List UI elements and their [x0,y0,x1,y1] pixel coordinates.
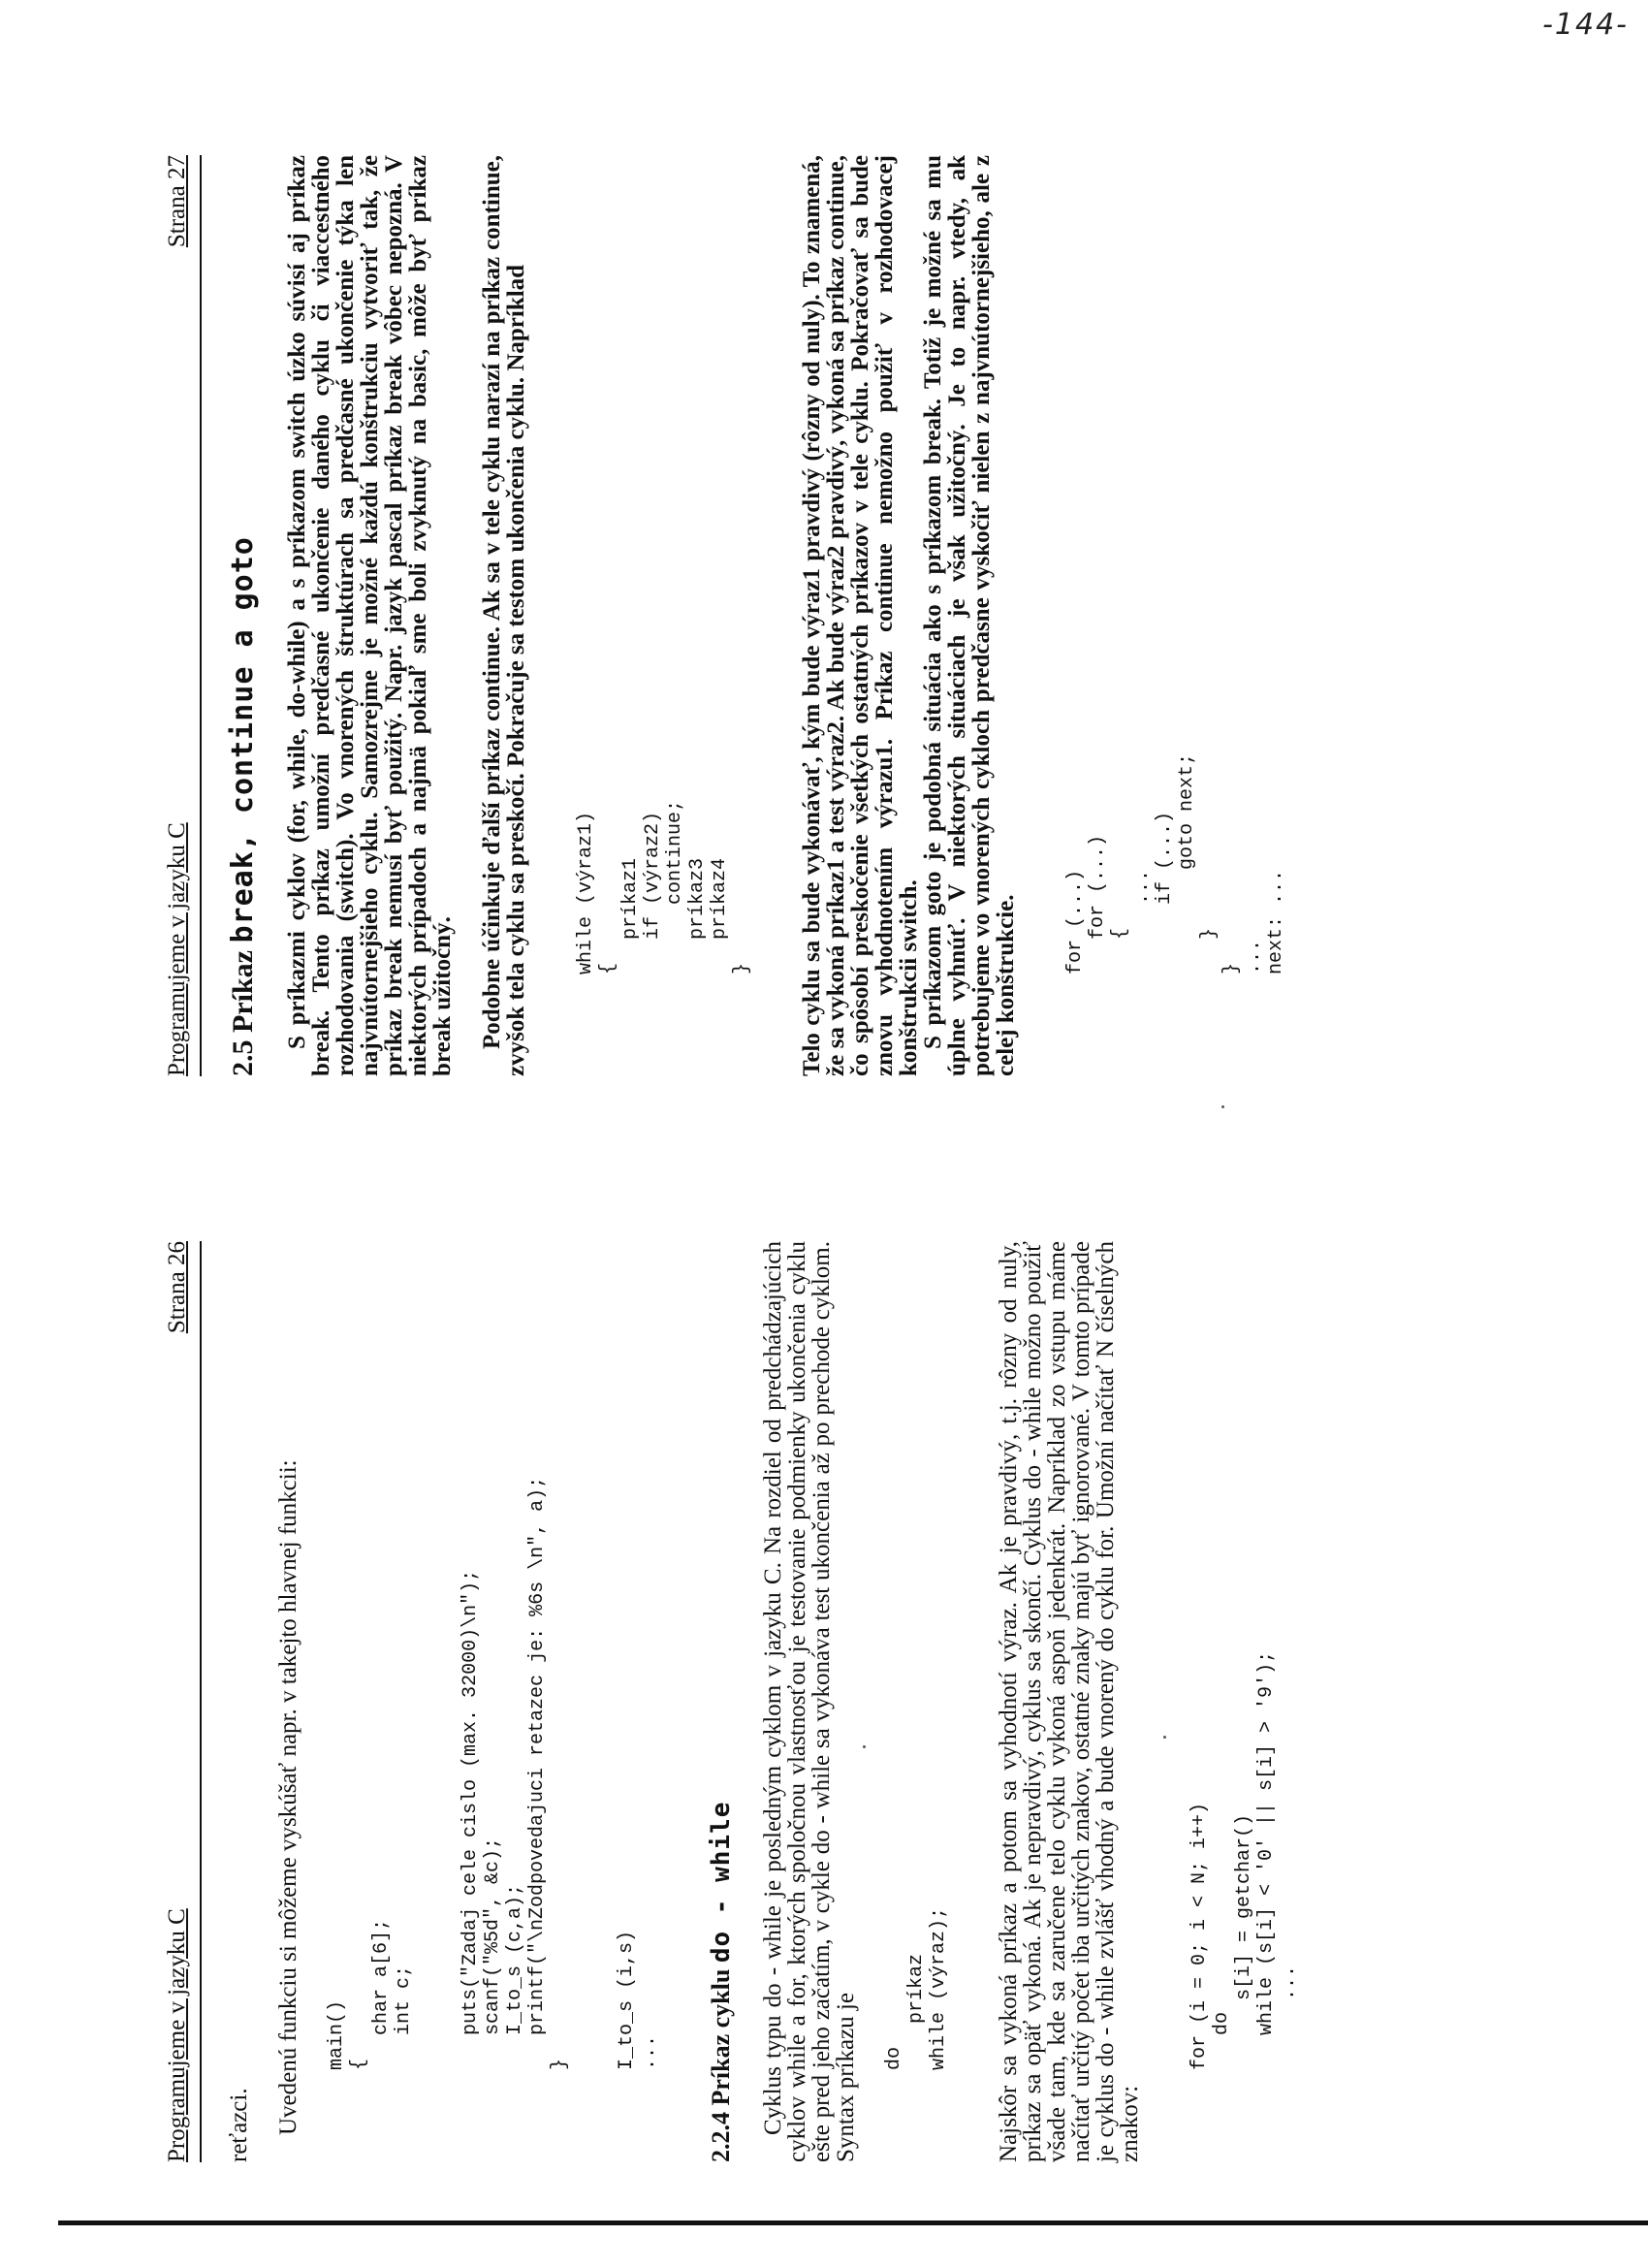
continued-text: reťazci. [226,2088,252,2162]
page-26 [164,1241,1300,2162]
paragraph-do-while: Cyklus typu do - while je posledným cyklom v jazyku C. Na rozdiel od predchádzajúcich cyklov while a for, ktorých spoločnou vlastnosťou je testovanie podmienky ukončenia cyklu ešte pred jeho začatím, v cykle do - while sa vykonáva test ukončenia až po prechode cyklom. Syntax príkazu je [760,1241,859,2162]
scan-speck [863,1745,866,1748]
paragraph-do-while-explained: Najskôr sa vykoná príkaz a potom sa vyhodnotí výraz. Ak je pravdivý, t.j. rôzny od nuly, príkaz sa opäť vykoná. Ak je nepravdivý, cyklus sa skončí. Cyklus do - while možno použiť všade tam, kde sa zaručene telo cyklu vykoná aspoň jedenkrát. Napríklad zo vstupu máme načítať určitý počet iba určitých znakov, ostatné znaky majú byť ignorované. V tomto prípade je cyklus do - while zvlášť vhodný a bude vnorený do cyklu for. Umožní načítať N číselných znakov: [996,1241,1143,2162]
paragraph-continue: Podobne účinkuje ďalší príkaz continue. Ak sa v tele cyklu narazí na príkaz continue, zvyšok tela cyklu sa preskočí. Pokračuje sa testom ukončenia cyklu. Napríklad [479,155,529,1076]
bottom-rule [58,2220,1648,2225]
code-goto-example: for (...) for (...) { ... if (...) goto next; } } ... next: ... [1064,752,1287,974]
page-header [165,1241,202,2162]
paragraph-break: S príkazmi cyklov (for, while, do-while) a s príkazom switch úzko súvisí aj príkaz break. Tento príkaz umožní predčasné ukončenie daného cyklu či viaccestného rozhodovania (switch). Vo vnorených štruktúrach sa predčasné ukončenie týka len najvnútornejšieho cyklu. Samozrejme je možné každú konštrukciu vytvoriť tak, že príkaz break nemusí byť použitý. Napr. jazyk pascal príkaz break vôbec nepozná. V niektorých prípadoch a najmä pokiaľ sme boli zvyknutý na basic, môže byť príkaz break užitočný. [284,155,456,1076]
page-27 [165,155,1299,1076]
scan-speck [1163,1736,1166,1739]
code-main-example: main() { char a[6]; int c; puts("Zadaj cele cislo (max. 32000)\n"); scanf("%5d", &c); I_to_s (c,a); printf("\nZodpovedajuci retazec je: %6s \n", a); } I_to_s (i,s) ... [326,1476,660,2070]
code-continue-example: while (výraz1) { príkaz1 if (výraz2) continue; príkaz3 príkaz4 } [575,799,753,974]
intro-text: Uvedenú funkciu si môžeme vyskúšať napr. v takejto hlavnej funkcii: [275,1459,301,2135]
section-heading [227,155,260,1076]
section-heading-code: do - while [707,1801,736,1964]
paragraph-continue-explained: Telo cyklu sa bude vykonávať, kým bude výraz1 pravdivý (rôzny od nuly). To znamená, že sa vykoná príkaz1 a test výraz2. Ak bude výraz2 pravdivý, vykoná sa príkaz continue, čo spôsobí preskočenie všetkých ostatných príkazov v tele cyklu. Pokračovať sa bude znovu vyhodnotením výrazu1. Príkaz continue nemožno použiť v rozhodovacej konštrukcii switch. [799,155,922,1076]
section-heading-code: break, continue a goto [226,536,260,943]
page-number: Strana 26 [164,1241,190,1334]
code-do-while-syntax: do príkaz while (výraz); [883,1906,950,2070]
code-for-do-while-example: for (i = 0; i < N; i++) do s[i] = getchar() while (s[i] < '0' || s[i] > '9'); ... [1188,1650,1300,2070]
scan-speck [1221,1105,1224,1108]
handwritten-page-number: -144- [1542,8,1629,42]
section-heading-prefix: 2.2.4 Príkaz cyklu [707,1963,735,2162]
page-header [165,155,202,1076]
page-header-title: Programujeme v jazyku C [164,822,190,1076]
section-heading-prefix: 2.5 Príkaz [227,942,259,1076]
page-number: Strana 27 [164,155,190,248]
section-heading [707,1241,736,2162]
page-header-title: Programujeme v jazyku C [164,1908,190,2162]
paragraph-goto: S príkazom goto je podobná situácia ako s príkazom break. Totiž je možné sa mu úplne vyhnúť. V niektorých situáciach je však užitočný. Je to napr. vtedy, ak potrebujeme vo vnorených cykloch predčasne vyskočiť nielen z najvnútornejšieho, ale z celej konštrukcie. [920,155,1019,1076]
